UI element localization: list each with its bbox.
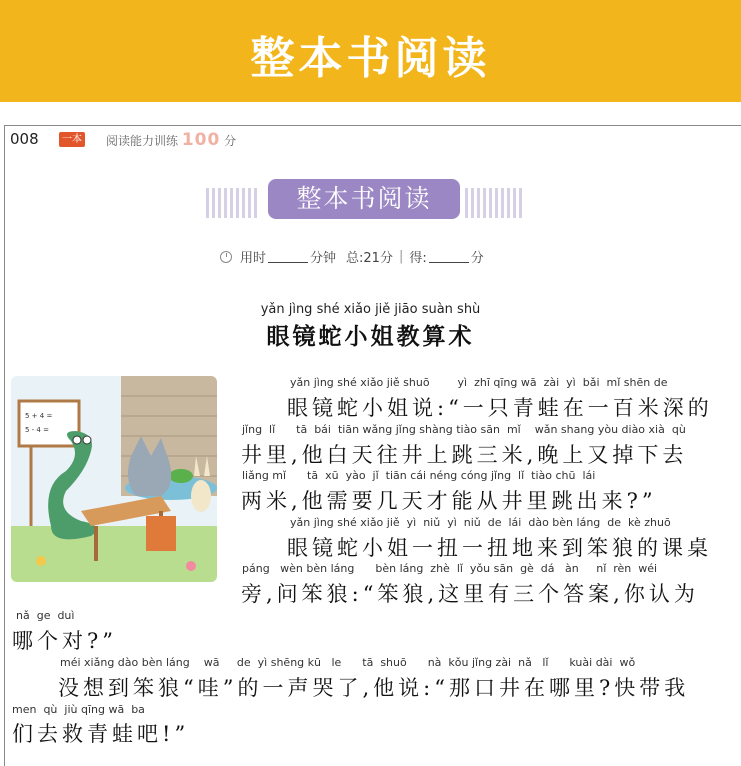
pinyin-line-4: yǎn jìng shé xiǎo jiě yì niǔ yì niǔ de lái dào bèn láng de kè zhuō bbox=[290, 516, 671, 529]
chalkboard-line-2: 5 - 4 = bbox=[25, 426, 49, 434]
decor-stripes-right bbox=[465, 188, 522, 218]
decor-stripes-left bbox=[206, 188, 257, 218]
text-line-6: 哪个对?” bbox=[12, 629, 117, 653]
score-bar bbox=[220, 247, 484, 266]
top-banner bbox=[0, 0, 741, 102]
pinyin-line-6: nǎ ge duì bbox=[16, 609, 75, 622]
section-tag: 整本书阅读 bbox=[268, 179, 460, 219]
series-label bbox=[106, 130, 236, 150]
pinyin-line-5: páng wèn bèn láng bèn láng zhè lǐ yǒu sān gè dá àn nǐ rèn wéi bbox=[242, 562, 658, 575]
page-number: 008 bbox=[10, 130, 39, 148]
series-number: 100 bbox=[181, 130, 221, 150]
brand-tag: 一本 bbox=[59, 132, 85, 147]
banner-title: 整本书阅读 bbox=[250, 33, 491, 84]
text-line-4: 眼镜蛇小姐一扭一扭地来到笨狼的课桌 bbox=[287, 536, 712, 560]
chalkboard-line-1: 5 + 4 = bbox=[25, 412, 53, 420]
pinyin-line-8: men qù jiù qīng wā ba bbox=[12, 703, 145, 716]
time-blank[interactable] bbox=[268, 250, 308, 263]
text-line-8: 们去救青蛙吧!” bbox=[12, 722, 190, 746]
score-label: 得: bbox=[409, 251, 427, 266]
total-score: 总:21分 bbox=[346, 251, 393, 266]
pinyin-line-2: jǐng lǐ tā bái tiān wǎng jǐng shàng tiào sān mǐ wǎn shang yòu diào xià qù bbox=[242, 423, 686, 436]
clock-icon bbox=[220, 251, 232, 263]
time-label: 用时 bbox=[240, 251, 267, 266]
text-line-7: 没想到笨狼“哇”的一声哭了,他说:“那口井在哪里?快带我 bbox=[58, 676, 690, 700]
pinyin-line-1: yǎn jìng shé xiǎo jiě shuō yì zhī qīng wā zài yì bǎi mǐ shēn de bbox=[290, 376, 668, 389]
text-line-5: 旁,问笨狼:“笨狼,这里有三个答案,你认为 bbox=[241, 582, 699, 606]
divider: | bbox=[398, 249, 404, 264]
story-illustration bbox=[11, 376, 217, 582]
story-title: 眼镜蛇小姐教算术 bbox=[266, 323, 475, 350]
text-line-3: 两米,他需要几天才能从井里跳出来?” bbox=[241, 489, 657, 513]
pinyin-line-3: liǎng mǐ tā xū yào jǐ tiān cái néng cóng jǐng lǐ tiào chū lái bbox=[242, 469, 596, 482]
pinyin-line-7: méi xiǎng dào bèn láng wā de yì shēng kū le tā shuō nà kǒu jǐng zài nǎ lǐ kuài dài wǒ bbox=[60, 656, 636, 669]
title-pinyin: yǎn jìng shé xiǎo jiě jiāo suàn shù bbox=[260, 302, 481, 317]
series-text: 阅读能力训练 bbox=[106, 134, 179, 148]
text-line-1: 眼镜蛇小姐说:“一只青蛙在一百米深的 bbox=[287, 396, 713, 420]
score-unit: 分 bbox=[470, 251, 484, 266]
time-unit: 分钟 bbox=[310, 251, 337, 266]
series-unit: 分 bbox=[224, 134, 237, 148]
score-blank[interactable] bbox=[429, 250, 469, 263]
text-line-2: 井里,他白天往井上跳三米,晚上又掉下去 bbox=[241, 443, 688, 467]
